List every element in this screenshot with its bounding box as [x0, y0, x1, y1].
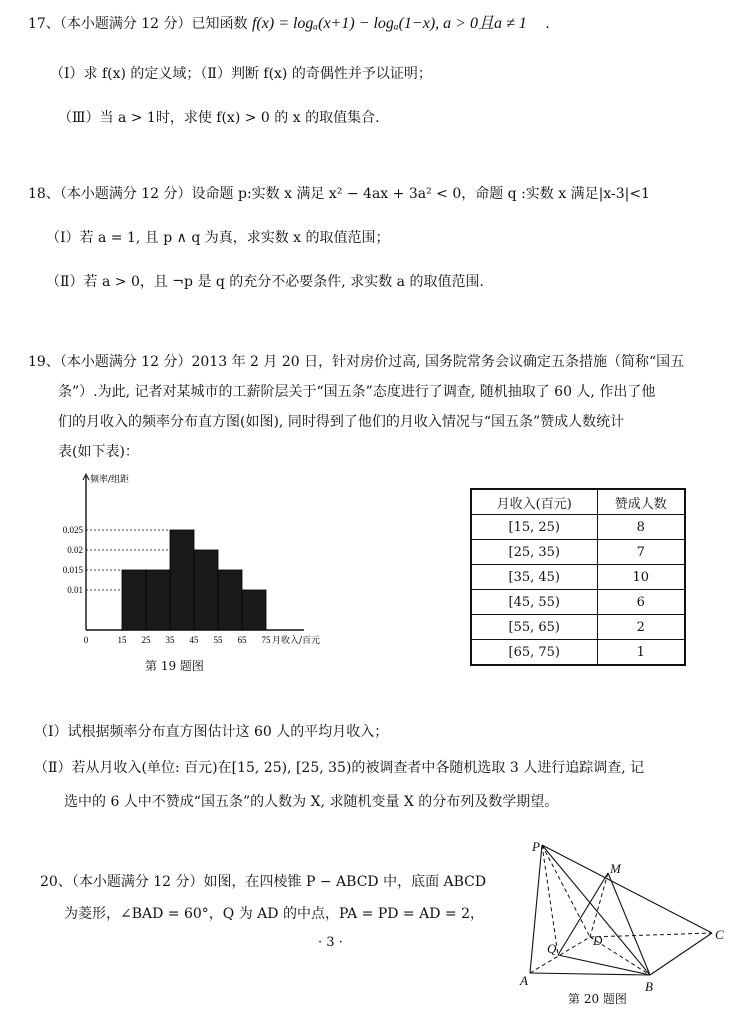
q17-head: 17、（本小题满分 12 分）已知函数 f(x) = logₐ(x+1) − logₐ(1−x), a > 0且a ≠ 1 . — [28, 15, 550, 32]
q19-line2: 条”）.为此, 记者对某城市的工薪阶层关于“国五条”态度进行了调查, 随机抽取了 60 人, 作出了他 — [58, 384, 656, 400]
table-cell: [55, 65) — [471, 615, 597, 640]
y-tick-label: 0.025 — [62, 525, 83, 535]
table-cell: 6 — [597, 590, 685, 615]
table-cell: 10 — [597, 565, 685, 590]
table-cell: 1 — [597, 640, 685, 666]
y-axis-label: 频率/组距 — [90, 475, 130, 485]
x-tick-label: 15 — [117, 635, 127, 645]
table-cell: [45, 55) — [471, 590, 597, 615]
table-header-row — [471, 489, 685, 515]
q19-line1: 19、（本小题满分 12 分）2013 年 2 月 20 日，针对房价过高, 国务院常务会议确定五条措施（简称“国五 — [28, 354, 685, 370]
table-row — [471, 540, 685, 565]
label-m: M — [610, 861, 621, 876]
x-axis-label: 月收入/百元 — [272, 636, 321, 646]
histogram-bar — [242, 590, 266, 630]
table-cell: [15, 25) — [471, 515, 597, 540]
histogram-bar — [218, 570, 242, 630]
table-cell: 8 — [597, 515, 685, 540]
q17-part3: （Ⅲ）当 a > 1时，求使 f(x) > 0 的 x 的取值集合. — [58, 110, 380, 126]
x-tick-label: 75 — [261, 635, 271, 645]
table-cell: 7 — [597, 540, 685, 565]
label-d: D — [593, 933, 603, 948]
income-table — [470, 488, 686, 666]
x-tick-label: 65 — [237, 635, 247, 645]
x-tick-label: 35 — [165, 635, 175, 645]
q19-part2b: 选中的 6 人中不赞成“国五条”的人数为 X, 求随机变量 X 的分布列及数学期望。 — [64, 794, 559, 810]
x-tick-label: 25 — [141, 635, 151, 645]
table-cell: [65, 75) — [471, 640, 597, 666]
y-tick-label: 0.02 — [67, 545, 83, 555]
q19-part2a: （Ⅱ）若从月收入(单位: 百元)在[15, 25), [25, 35)的被调查者中各随机选取 3 人进行追踪调查, 记 — [34, 760, 645, 776]
table-header-income: 月收入(百元) — [471, 489, 597, 515]
x-tick-label: 45 — [189, 635, 199, 645]
q19-part1: （Ⅰ）试根据频率分布直方图估计这 60 人的平均月收入； — [34, 724, 389, 740]
label-a: A — [520, 973, 528, 988]
table-row — [471, 640, 685, 666]
figure-caption: 第 20 题图 — [568, 992, 627, 1006]
label-c: C — [715, 927, 724, 942]
q18-part2: （Ⅱ）若 a > 0，且 ¬p 是 q 的充分不必要条件, 求实数 a 的取值范围. — [46, 274, 484, 290]
y-tick-label: 0.015 — [62, 565, 83, 575]
label-q: Q — [547, 941, 557, 956]
table-row — [471, 565, 685, 590]
table-cell: 2 — [597, 615, 685, 640]
q18-part1: （Ⅰ）若 a = 1, 且 p ∧ q 为真，求实数 x 的取值范围； — [46, 230, 390, 246]
histogram-bar — [122, 570, 146, 630]
x-tick-label: 0 — [83, 635, 89, 645]
q19-line3: 们的月收入的频率分布直方图(如图), 同时得到了他们的月收入情况与“国五条”赞成人数统计 — [58, 414, 625, 430]
table-cell: [25, 35) — [471, 540, 597, 565]
table-row — [471, 515, 685, 540]
q18-head: 18、（本小题满分 12 分）设命题 p:实数 x 满足 x² − 4ax + 3a² < 0，命题 q :实数 x 满足|x-3|<1 — [28, 186, 650, 202]
table-row — [471, 590, 685, 615]
label-p: P — [532, 839, 540, 854]
q20-line1: 20、（本小题满分 12 分）如图，在四棱锥 P − ABCD 中，底面 ABCD — [40, 874, 487, 890]
chart-caption: 第 19 题图 — [145, 659, 204, 673]
table-row — [471, 615, 685, 640]
page-number: · 3 · — [318, 935, 343, 950]
q17-formula: f(x) = logₐ(x+1) − logₐ(1−x), a > 0且a ≠ 1 — [251, 15, 527, 32]
table-cell: [35, 45) — [471, 565, 597, 590]
q19-line4: 表(如下表)： — [58, 444, 139, 460]
histogram-chart — [58, 470, 348, 646]
histogram-bar — [194, 550, 218, 630]
table-header-approve: 赞成人数 — [597, 489, 685, 515]
q17-part1: （Ⅰ）求 f(x) 的定义域；（Ⅱ）判断 f(x) 的奇偶性并予以证明； — [50, 66, 432, 82]
x-tick-label: 55 — [213, 635, 223, 645]
label-b: B — [645, 979, 653, 994]
y-tick-label: 0.01 — [67, 585, 83, 595]
histogram-bar — [146, 570, 170, 630]
histogram-bar — [170, 530, 194, 630]
pyramid-figure — [500, 835, 731, 1010]
q20-line2: 为菱形，∠BAD = 60°，Q 为 AD 的中点，PA = PD = AD = 2， — [64, 906, 484, 922]
